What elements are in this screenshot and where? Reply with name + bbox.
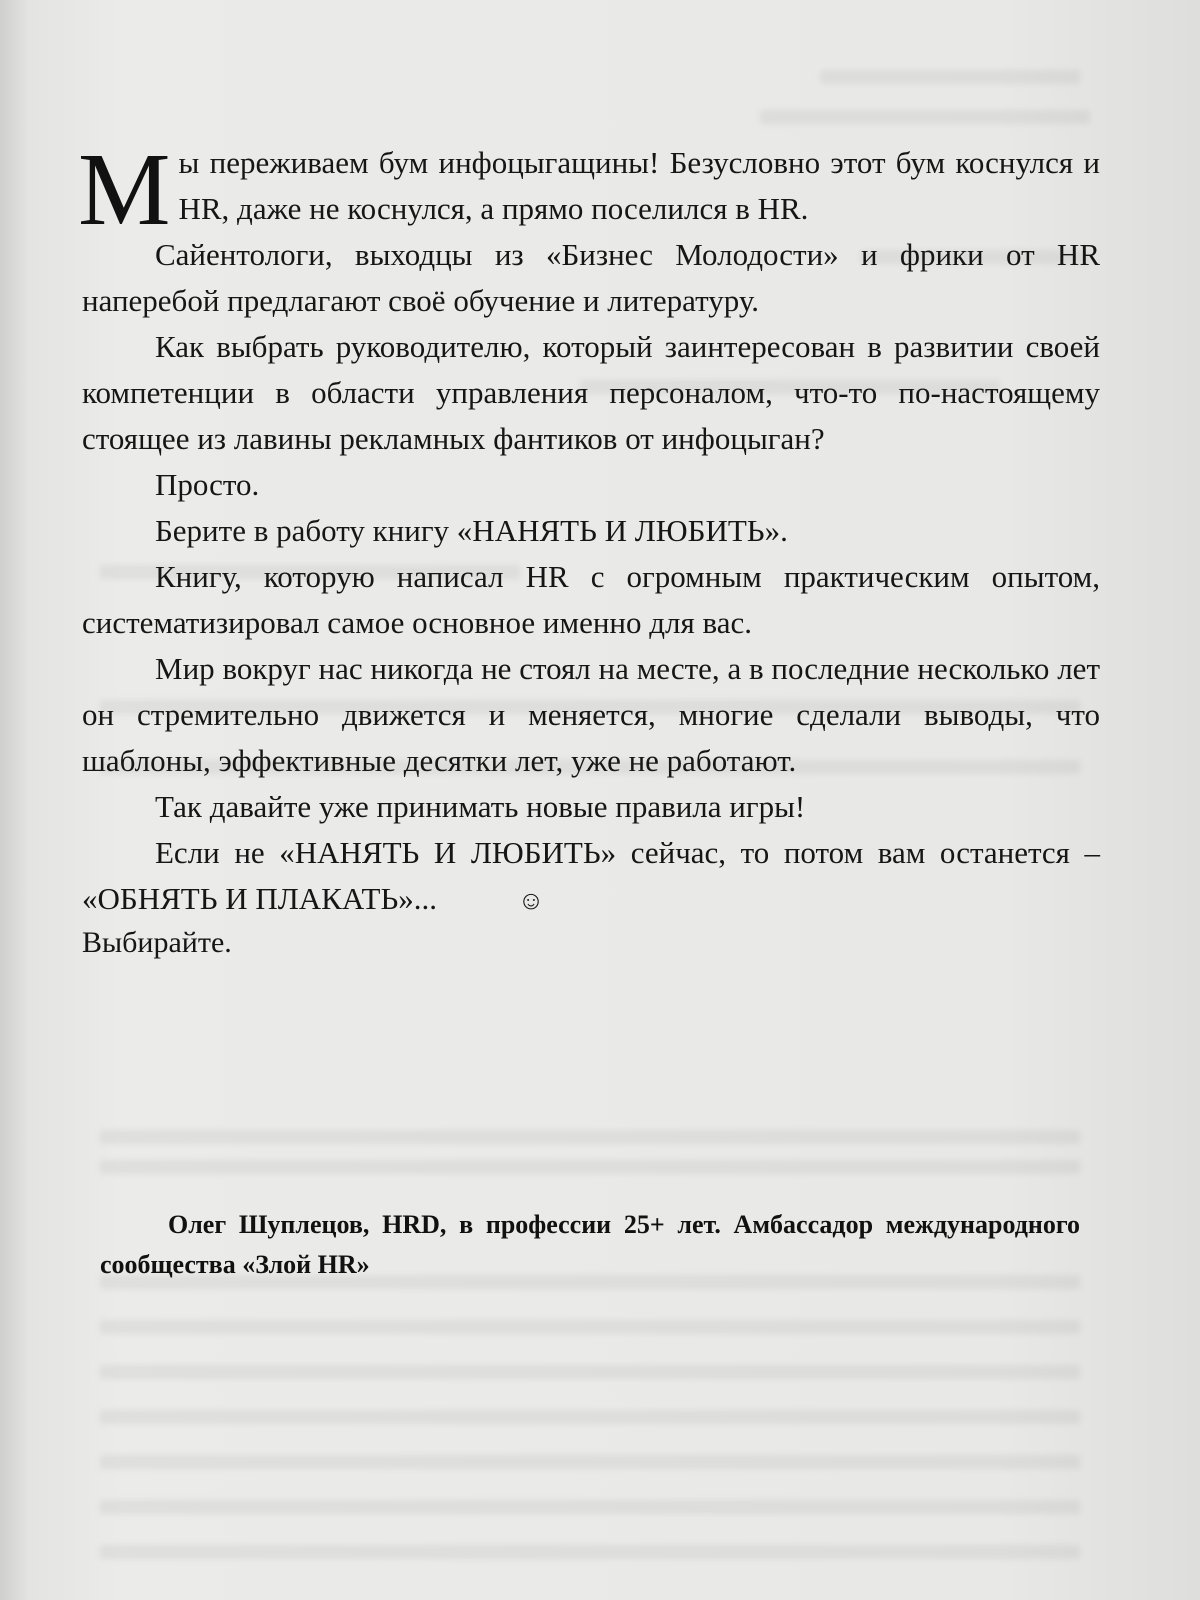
- paragraph: Берите в работу книгу «НАНЯТЬ И ЛЮБИТЬ».: [155, 513, 788, 548]
- paragraph: Так давайте уже принимать новые правила игры!: [155, 789, 806, 824]
- closing-text: Если не «НАНЯТЬ И ЛЮБИТЬ» сейчас, то потом вам останется – «ОБНЯТЬ И ПЛАКАТЬ»...: [82, 835, 1100, 916]
- paragraph-closing: [82, 830, 1100, 924]
- article-body: [78, 132, 1100, 962]
- author-signature: Олег Шуплецов, HRD, в профессии 25+ лет. Амбассадор международного сообщества «Злой HR»: [100, 1210, 1080, 1279]
- paragraph: Книгу, которую написал HR с огромным практическим опытом, систематизировал самое основное именно для вас.: [82, 559, 1100, 640]
- paragraph: Как выбрать руководителю, который заинтересован в развитии своей компетенции в области управления персоналом, что-то по-настоящему стоящее из лавины рекламных фантиков от инфоцыган?: [82, 329, 1100, 456]
- paragraph: Мир вокруг нас никогда не стоял на месте, а в последние несколько лет он стремительно движется и меняется, многие сделали выводы, что шаблоны, эффективные десятки лет, уже не работают.: [82, 651, 1100, 778]
- paragraph: Сайентологи, выходцы из «Бизнес Молодости» и фрики от HR наперебой предлагают своё обучение и литературу.: [82, 237, 1100, 318]
- paragraph-intro-text: ы переживаем бум инфоцыгащины! Безусловно этот бум коснулся и HR, даже не коснулся, а прямо поселился в HR.: [178, 145, 1100, 226]
- paragraph-final: Выбирайте.: [82, 926, 232, 959]
- drop-cap: М: [78, 132, 171, 247]
- smiley-icon: ☺: [517, 886, 545, 915]
- paragraph: Просто.: [155, 467, 260, 502]
- paragraph-intro: [78, 132, 1100, 247]
